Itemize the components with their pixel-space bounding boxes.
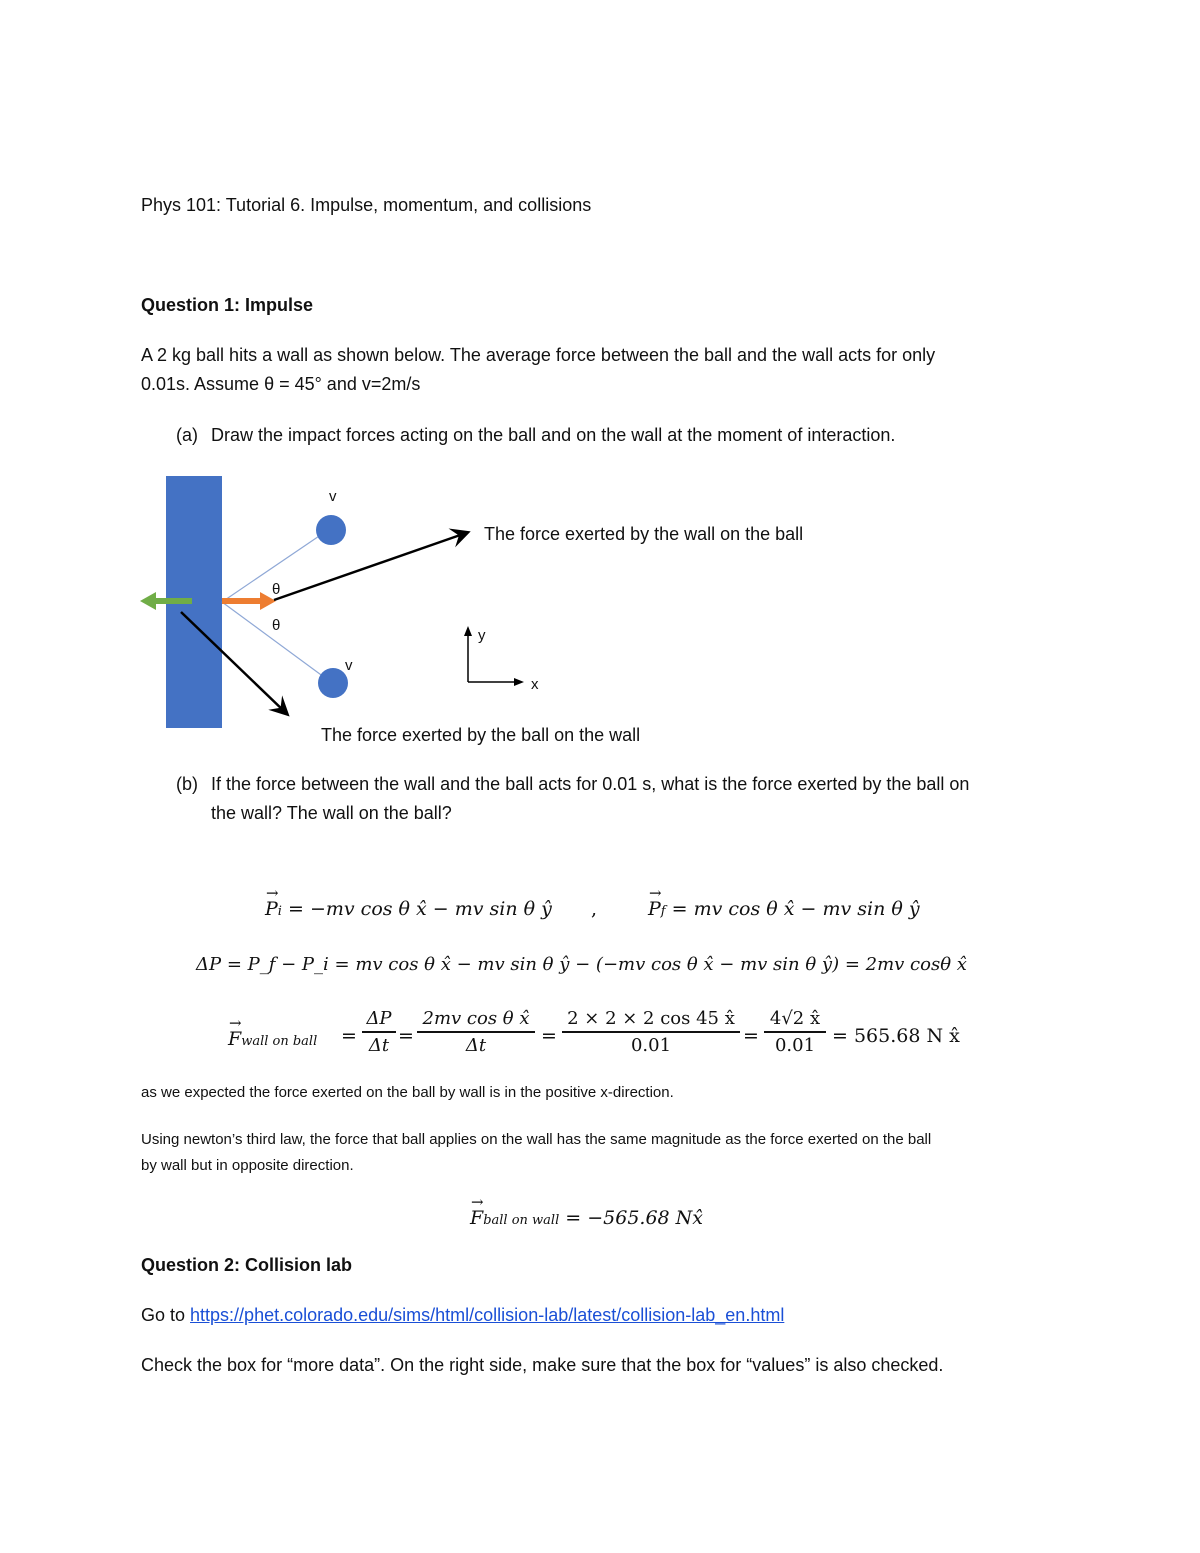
phet-collision-lab-link[interactable]: https://phet.colorado.edu/sims/html/collision-lab/latest/collision-lab_en.html [190, 1305, 785, 1325]
note-third-law-line-1: Using newton’s third law, the force that ball applies on the wall has the same magnitude as the force exerted on the ball [141, 1131, 932, 1148]
velocity-label-top: v [329, 488, 337, 505]
equation-initial-momentum [265, 898, 552, 920]
equals-sign-1: = [341, 1025, 357, 1047]
fraction-root [764, 1008, 826, 1056]
fraction-3-numerator: 2 × 2 × 2 cos 45 x̂ [567, 1008, 735, 1029]
part-b-label: (b) [176, 774, 198, 794]
vector-p-initial: → P [265, 898, 278, 920]
subscript-i: i [277, 904, 282, 919]
question-1-intro-line-2: 0.01s. Assume θ = 45° and v=2m/s [141, 374, 421, 394]
equation-force-ball-on-wall [470, 1207, 703, 1229]
part-b-line-2: the wall? The wall on the ball? [211, 803, 452, 823]
ball-top [316, 515, 346, 545]
wall-on-ball-arrow [274, 533, 466, 600]
page-title: Phys 101: Tutorial 6. Impulse, momentum, and collisions [141, 195, 592, 215]
equals-sign-4: = [743, 1025, 759, 1047]
note-positive-direction: as we expected the force exerted on the ball by wall is in the positive x-direction. [141, 1084, 674, 1101]
fraction-2-denominator: Δt [417, 1031, 535, 1056]
goto-line [141, 1305, 784, 1326]
y-axis-label: y [478, 627, 486, 644]
equals-sign-2: = [398, 1025, 414, 1047]
fraction-3-denominator: 0.01 [562, 1031, 740, 1056]
question-2-instruction: Check the box for “more data”. On the right side, make sure that the box for “values” is also checked. [141, 1355, 944, 1375]
x-axis-arrow-icon [514, 678, 524, 686]
question-2-heading: Question 2: Collision lab [141, 1255, 353, 1275]
equation-momentum-change: ΔP = P_f − P_i = mv cos θ x̂ − mv sin θ ŷ − (−mv cos θ x̂ − mv sin θ ŷ) = 2mv cosθ x̂ [196, 954, 967, 975]
part-b-line-1: If the force between the wall and the ball acts for 0.01 s, what is the force exerted by the ball on [211, 774, 970, 794]
part-a-text: Draw the impact forces acting on the ball and on the wall at the moment of interaction. [211, 425, 896, 445]
initial-momentum-rhs: = −mv cos θ x̂ − mv sin θ ŷ [281, 898, 552, 920]
vector-f: → F [228, 1028, 241, 1050]
fraction-4-numerator: 4√2 x̂ [769, 1008, 821, 1029]
velocity-label-bottom: v [345, 657, 353, 674]
equation-final-momentum [648, 898, 920, 920]
fraction-numeric [562, 1008, 740, 1056]
vector-f-ball: → F [470, 1207, 483, 1229]
note-third-law-line-2: by wall but in opposite direction. [141, 1157, 354, 1174]
fraction-4-denominator: 0.01 [764, 1031, 826, 1056]
impulse-figure [0, 0, 1200, 760]
theta-label-bottom: θ [272, 617, 281, 634]
part-a-label: (a) [176, 425, 198, 445]
fraction-1-numerator: ΔP [366, 1008, 392, 1029]
equation-separator-comma: , [591, 898, 598, 920]
theta-label-top: θ [272, 581, 281, 598]
question-1-heading: Question 1: Impulse [141, 295, 314, 315]
y-axis-arrow-icon [464, 626, 472, 636]
goto-label: Go to [141, 1305, 191, 1325]
green-arrow-head-icon [140, 592, 156, 610]
fraction-1-denominator: Δt [362, 1031, 396, 1056]
force-result: = 565.68 N x̂ [832, 1025, 960, 1047]
final-momentum-rhs: = mv cos θ x̂ − mv sin θ ŷ [665, 898, 920, 920]
x-axis-label: x [531, 676, 539, 693]
fraction-2-numerator: 2mv cos θ x̂ [422, 1008, 530, 1029]
equation-force-wall-on-ball-lhs [228, 1028, 317, 1050]
wall-on-ball-caption: The force exerted by the wall on the ball [484, 524, 804, 544]
subscript-ball-on-wall: ball on wall [483, 1213, 560, 1228]
subscript-f: f [660, 904, 666, 919]
vector-p-final: → P [648, 898, 661, 920]
subscript-wall-on-ball: wall on ball [241, 1034, 318, 1049]
fraction-dp-dt [362, 1008, 396, 1056]
question-1-intro-line-1: A 2 kg ball hits a wall as shown below. The average force between the ball and the wall acts for only [141, 345, 936, 365]
equals-sign-3: = [541, 1025, 557, 1047]
ball-on-wall-caption: The force exerted by the ball on the wall [321, 725, 641, 745]
ball-on-wall-rhs: = −565.68 Nx̂ [559, 1207, 704, 1229]
fraction-2mvcos-dt [417, 1008, 535, 1056]
ball-bottom [318, 668, 348, 698]
